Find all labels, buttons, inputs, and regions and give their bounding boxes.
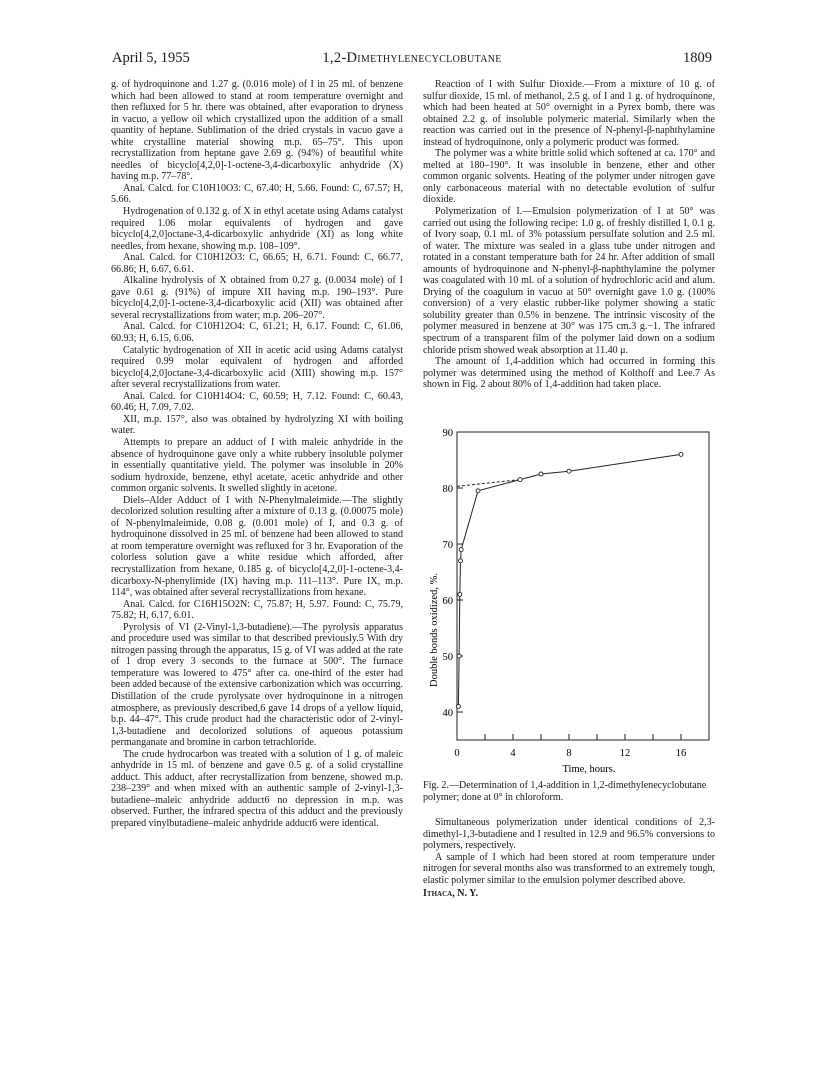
data-point — [679, 452, 683, 456]
right-column-lower — [423, 817, 715, 900]
paragraph: A sample of I which had been stored at room temperature under nitrogen for several months also was transformed to an extremely tough, elastic polymer similar to the emulsion polymer described above. — [423, 851, 715, 886]
paragraph: Anal. Calcd. for C10H14O4: C, 60.59; H, 7.12. Found: C, 60.43, 60.46; H, 7.09, 7.02. — [111, 390, 403, 414]
paragraph: g. of hydroquinone and 1.27 g. (0.016 mole) of I in 25 ml. of benzene which had been allowed to stand at room temperature overnight and then refluxed for 5 hr. there was obtained, after evaporation to dryness in vacuo, a yellow oil which crystallized upon the addition of a small quantity of heptane. Sublimation of the dried crystals in vacuo gave a white crystalline material showing m.p. 65–75°. This upon recrystallization from heptane gave 2.69 g. (94%) of beautiful white needles of bicyclo[4,2,0]-1-octene-3,4-dicarboxylic anhydride (X) having m.p. 77–78°. — [111, 79, 403, 183]
data-point — [458, 592, 462, 596]
y-axis-label: Double bonds oxidized, %. — [429, 572, 440, 688]
paragraph: Anal. Calcd. for C10H12O3: C, 66.65; H, 6.71. Found: C, 66.77, 66.86; H, 6.67, 6.61. — [111, 252, 403, 275]
x-tick-label: 4 — [510, 748, 516, 759]
line-chart — [423, 420, 715, 775]
paragraph: Simultaneous polymerization under identical conditions of 2,3-dimethyl-1,3-butadiene and I resulted in 12.9 and 96.5% conversions to polymers, respectively. — [423, 817, 715, 852]
data-point — [457, 654, 461, 658]
x-tick-label: 0 — [454, 748, 460, 759]
paragraph: Attempts to prepare an adduct of I with maleic anhydride in the absence of hydroquinone gave only a white rubbery insoluble polymer in essentially quantitative yield. The polymer was insoluble in 20% sodium hydroxide, benzene, ethyl acetate, acetic anhydride and other common organic solvents. It swelled slightly in acetone. — [111, 436, 403, 495]
paragraph: Pyrolysis of VI (2-Vinyl-1,3-butadiene).—The pyrolysis apparatus and procedure used was similar to that described previously.5 With dry nitrogen passing through the apparatus, 15 g. of VI was added at the rate of 1 drop every 3 seconds to the furnace at 500°. The furnace temperature was lowered to 475° after ca. one-third of the ester had been added because of the extensive carbonization which was occurring. Distillation of the crude pyrolysate over hydroquinone in a nitrogen atmosphere, as previously described,6 gave 14 drops of a yellow liquid, b.p. 44–47°. This crude product had the characteristic odor of 2-vinyl-1,3-butadiene and decolorized solutions of aqueous potassium permanganate and bromine in carbon tetrachloride. — [111, 621, 403, 749]
y-tick-label: 60 — [442, 596, 453, 607]
paragraph: The crude hydrocarbon was treated with a solution of 1 g. of maleic anhydride in 15 ml. of benzene and gave 0.5 g. of a solid crystalline adduct. This adduct, after recrystallization from benzene, showed m.p. 238–239° and when mixed with an authentic sample of 2-vinyl-1,3-butadiene–maleic anhydride adduct6 no depression in m.p. was observed. Further, the infrared spectra of this adduct and the previously prepared vinylbutadiene–maleic anhydride adduct6 were identical. — [111, 748, 403, 829]
paragraph: The polymer was a white brittle solid which softened at ca. 170° and melted at 180–190°. It was insoluble in benzene, ether and other common organic solvents. Heating of the polymer under nitrogen gave only carbonaceous material with no detectable evolution of sulfur dioxide. — [423, 148, 715, 206]
extrapolation-line — [457, 480, 520, 487]
y-tick-label: 50 — [442, 652, 453, 663]
paragraph: Anal. Calcd. for C10H12O4: C, 61.21; H, 6.17. Found: C, 61.06, 60.93; H, 6.15, 6.06. — [111, 321, 403, 345]
left-column — [111, 79, 403, 830]
data-point — [456, 704, 460, 708]
x-tick-label: 12 — [619, 748, 631, 759]
data-point — [476, 489, 480, 493]
y-tick-label: 70 — [442, 540, 453, 551]
figure-caption — [423, 780, 715, 803]
paragraph: XII, m.p. 157°, also was obtained by hydrolyzing XI with boiling water. — [111, 413, 403, 437]
paragraph: The amount of 1,4-addition which had occurred in forming this polymer was determined using the method of Kolthoff and Lee.7 As shown in Fig. 2 about 80% of 1,4-addition had taken place. — [423, 356, 715, 391]
plot-frame — [457, 432, 709, 740]
y-tick-label: 90 — [442, 428, 453, 439]
y-tick-label: 40 — [442, 708, 453, 719]
figure-caption-text: Fig. 2.—Determination of 1,4-addition in 1,2-dimethylenecyclobutane polymer; done at 0° in chloroform. — [423, 780, 707, 803]
x-axis-label: Time, hours. — [562, 764, 616, 775]
header-running-title: 1,2-Dimethylenecyclobutane — [322, 50, 502, 66]
x-tick-label: 8 — [566, 748, 572, 759]
header-page-number: 1809 — [683, 50, 712, 66]
paragraph: Anal. Calcd. for C16H15O2N: C, 75.87; H, 5.97. Found: C, 75.79, 75.82; H, 6.17, 6.01. — [111, 598, 403, 622]
data-point — [518, 478, 522, 482]
data-point — [539, 472, 543, 476]
signoff: Ithaca, N. Y. — [423, 888, 478, 900]
paragraph: Diels–Alder Adduct of I with N-Phenylmaleimide.—The slightly decolorized solution resulting after a mixture of 0.13 g. (0.00075 mole) of N-phenylmaleimide, 0.08 g. (0.001 mole) of I, and 0.3 g. of hydroquinone dissolved in 25 ml. of benzene had been allowed to stand at room temperature overnight was refluxed for 3 hr. Evaporation of the colorless solution gave a white residue which afforded, after recrystallization from hexane, 0.185 g. of bicyclo[4,2,0]-1-octene-3,4-dicarboxy-N-phenylimide (IX) having m.p. 111–113°. Pure IX, m.p. 114°, was obtained after several recrystallizations from hexane. — [111, 494, 403, 599]
paragraph: Hydrogenation of 0.132 g. of X in ethyl acetate using Adams catalyst required 1.06 molar equivalents of hydrogen and gave bicyclo[4,2,0]octane-3,4-dicarboxylic anhydride (XI) as long white needles, from hexane, showing m.p. 108–109°. — [111, 206, 403, 252]
header-date: April 5, 1955 — [112, 50, 190, 66]
x-tick-label: 16 — [675, 748, 687, 759]
page-header — [112, 50, 712, 70]
paragraph: Reaction of I with Sulfur Dioxide.—From a mixture of 10 g. of sulfur dioxide, 15 ml. of methanol, 2.5 g. of I and 1 g. of hydroquinone, which had been heated at 50° overnight in a Pyrex bomb, there was obtained 2.2 g. of insoluble polymeric material. Similarly when the reaction was carried out in the presence of N-phenyl-β-naphthylamine instead of hydroquinone, only a polymeric product was formed. — [423, 79, 715, 148]
data-point — [567, 469, 571, 473]
data-point — [459, 548, 463, 552]
right-column — [423, 79, 715, 391]
paragraph: Catalytic hydrogenation of XII in acetic acid using Adams catalyst required 0.99 molar equivalent of hydrogen and afforded bicyclo[4,2,0]octane-3,4-dicarboxylic acid (XIII) showing m.p. 157° after several recrystallizations from water. — [111, 344, 403, 391]
paragraph: Alkaline hydrolysis of X obtained from 0.27 g. (0.0034 mole) of I gave 0.61 g. (91%) of impure XII having m.p. 190–193°. Pure bicyclo[4,2,0]-1-octene-3,4-dicarboxylic acid (XII) was obtained after several recrystallizations from water; m.p. 206–207°. — [111, 275, 403, 321]
paragraph: Anal. Calcd. for C10H10O3: C, 67.40; H, 5.66. Found: C, 67.57; H, 5.66. — [111, 182, 403, 206]
y-tick-label: 80 — [442, 484, 453, 495]
paragraph: Polymerization of I.—Emulsion polymerization of I at 50° was carried out using the following recipe: 1.0 g. of freshly distilled I, 0.1 g. of Ivory soap, 0.1 ml. of 3% potassium persulfate solution and 2.5 ml. of water. The mixture was sealed in a glass tube under nitrogen and rotated in a constant temperature bath for 24 hr. After addition of small amounts of hydroquinone and N-phenyl-β-naphthylamine the polymer was coagulated with 10 ml. of a solution of hydrochloric acid and alum. Drying of the coagulum in vacuo at 50° overnight gave 1.0 g. (100% conversion) of a very elastic rubber-like polymer showing a static solubility greater than 0.5% in benzene. The intrinsic viscosity of the polymer measured in benzene at 30° was 175 cm.3 g.−1. The infrared spectrum of a transparent film of the polymer laid down on a sodium chloride prism showed weak absorption at 11.40 μ. — [423, 206, 715, 356]
figure-2 — [423, 420, 715, 775]
series-line — [458, 454, 681, 706]
data-point — [459, 559, 463, 563]
